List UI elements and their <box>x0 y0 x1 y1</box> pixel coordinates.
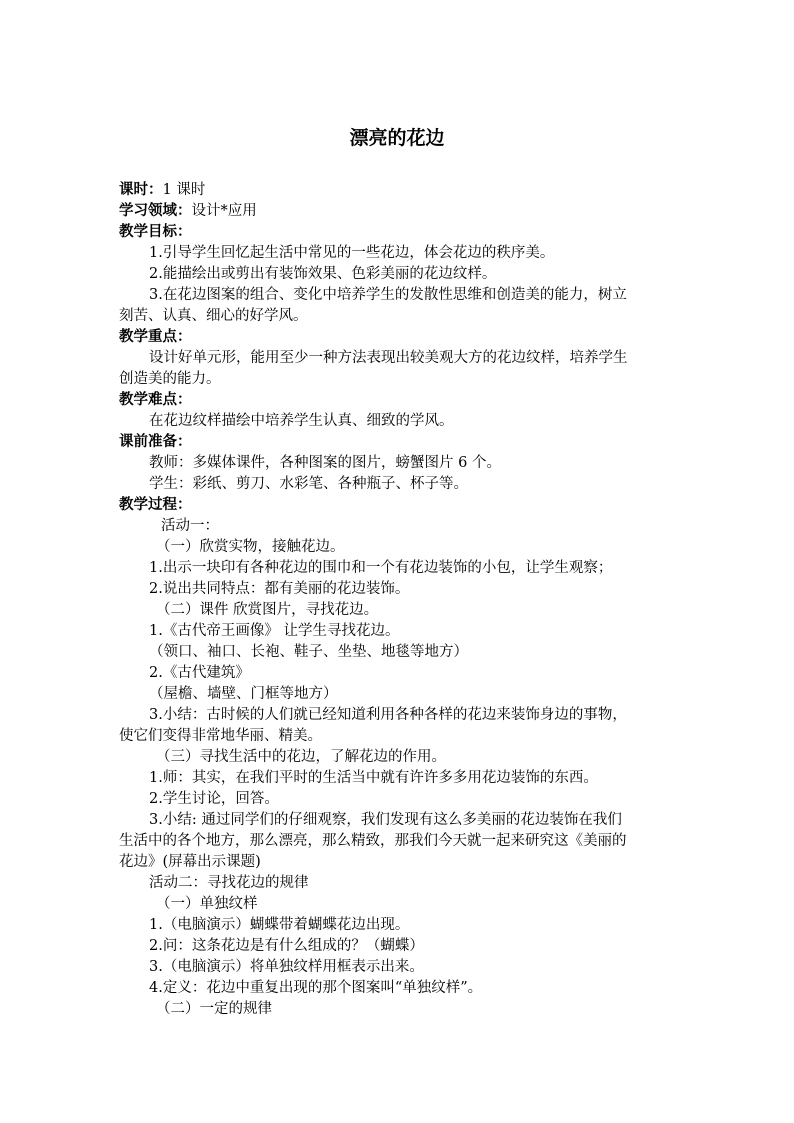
key-point-text-cont: 创造美的能力。 <box>119 371 221 387</box>
process-heading: 教学过程： <box>119 497 192 513</box>
period-value: 1 课时 <box>162 182 206 198</box>
list-item: 4.定义：花边中重复出现的那个图案叫“单独纹样”。 <box>149 980 483 996</box>
list-item-note: （领口、袖口、长袍、鞋子、坐垫、地毯等地方） <box>149 644 468 660</box>
difficulty-heading: 教学难点： <box>119 392 192 408</box>
list-item: 1.《古代帝王画像》 让学生寻找花边。 <box>149 623 400 639</box>
section-heading: （二）一定的规律 <box>156 1001 272 1017</box>
period-label: 课时： <box>119 182 163 198</box>
list-item: 1.师：其实，在我们平时的生活当中就有许许多多用花边装饰的东西。 <box>149 770 598 786</box>
difficulty-text: 在花边纹样描绘中培养学生认真、细致的学风。 <box>149 413 454 429</box>
list-item: 1.出示一块印有各种花边的围巾和一个有花边装饰的小包，让学生观察； <box>149 560 613 576</box>
list-item-cont: 生活中的各个地方，那么漂亮，那么精致，那我们今天就一起来研究这《美丽的 <box>119 833 627 849</box>
objectives-heading: 教学目标： <box>119 224 192 240</box>
page-title: 漂亮的花边 <box>349 127 445 149</box>
section-heading: （三）寻找生活中的花边，了解花边的作用。 <box>156 749 446 765</box>
period-line <box>119 180 205 200</box>
section-heading: （一）单独纹样 <box>156 896 258 912</box>
list-item: 2.《古代建筑》 <box>149 665 250 681</box>
list-item-cont: 花边》(屏幕出示课题) <box>119 854 261 870</box>
list-item: 2.说出共同特点：都有美丽的花边装饰。 <box>149 581 410 597</box>
prep-teacher: 教师：多媒体课件，各种图案的图片，螃蟹图片 6 个。 <box>149 455 501 471</box>
objective-item: 2.能描绘出或剪出有装饰效果、色彩美丽的花边纹样。 <box>149 266 497 282</box>
prep-student: 学生：彩纸、剪刀、水彩笔、各种瓶子、杯子等。 <box>149 476 468 492</box>
list-item: 2.问：这条花边是有什么组成的？（蝴蝶） <box>149 938 424 954</box>
objective-item: 1.引导学生回忆起生活中常见的一些花边，体会花边的秩序美。 <box>149 245 555 261</box>
section-heading: （一）欣赏实物，接触花边。 <box>156 539 345 555</box>
list-item: 3.小结：古时候的人们就已经知道利用各种各样的花边来装饰身边的事物， <box>149 707 627 723</box>
list-item: 2.学生讨论，回答。 <box>149 791 279 807</box>
domain-label: 学习领域： <box>119 203 192 219</box>
activity-two-label: 活动二：寻找花边的规律 <box>149 875 309 891</box>
domain-line <box>119 201 257 221</box>
list-item-cont: 使它们变得非常地华丽、精美。 <box>119 728 322 744</box>
list-item: 3.小结: 通过同学们的仔细观察，我们发现有这么多美丽的花边装饰在我们 <box>149 812 622 828</box>
list-item: 1.（电脑演示）蝴蝶带着蝴蝶花边出现。 <box>149 917 410 933</box>
section-heading: （二）课件 欣赏图片，寻找花边。 <box>156 602 379 618</box>
objective-item: 3.在花边图案的组合、变化中培养学生的发散性思维和创造美的能力，树立 <box>149 287 627 303</box>
key-point-heading: 教学重点： <box>119 329 192 345</box>
objective-item-cont: 刻苦、认真、细心的好学风。 <box>119 308 308 324</box>
list-item: 3.（电脑演示）将单独纹样用框表示出来。 <box>149 959 424 975</box>
key-point-text: 设计好单元形，能用至少一种方法表现出较美观大方的花边纹样，培养学生 <box>149 350 628 366</box>
list-item-note: （屋檐、墙壁、门框等地方） <box>149 686 338 702</box>
prep-heading: 课前准备： <box>119 434 192 450</box>
domain-value: 设计*应用 <box>191 203 257 219</box>
activity-one-label: 活动一： <box>161 518 219 534</box>
